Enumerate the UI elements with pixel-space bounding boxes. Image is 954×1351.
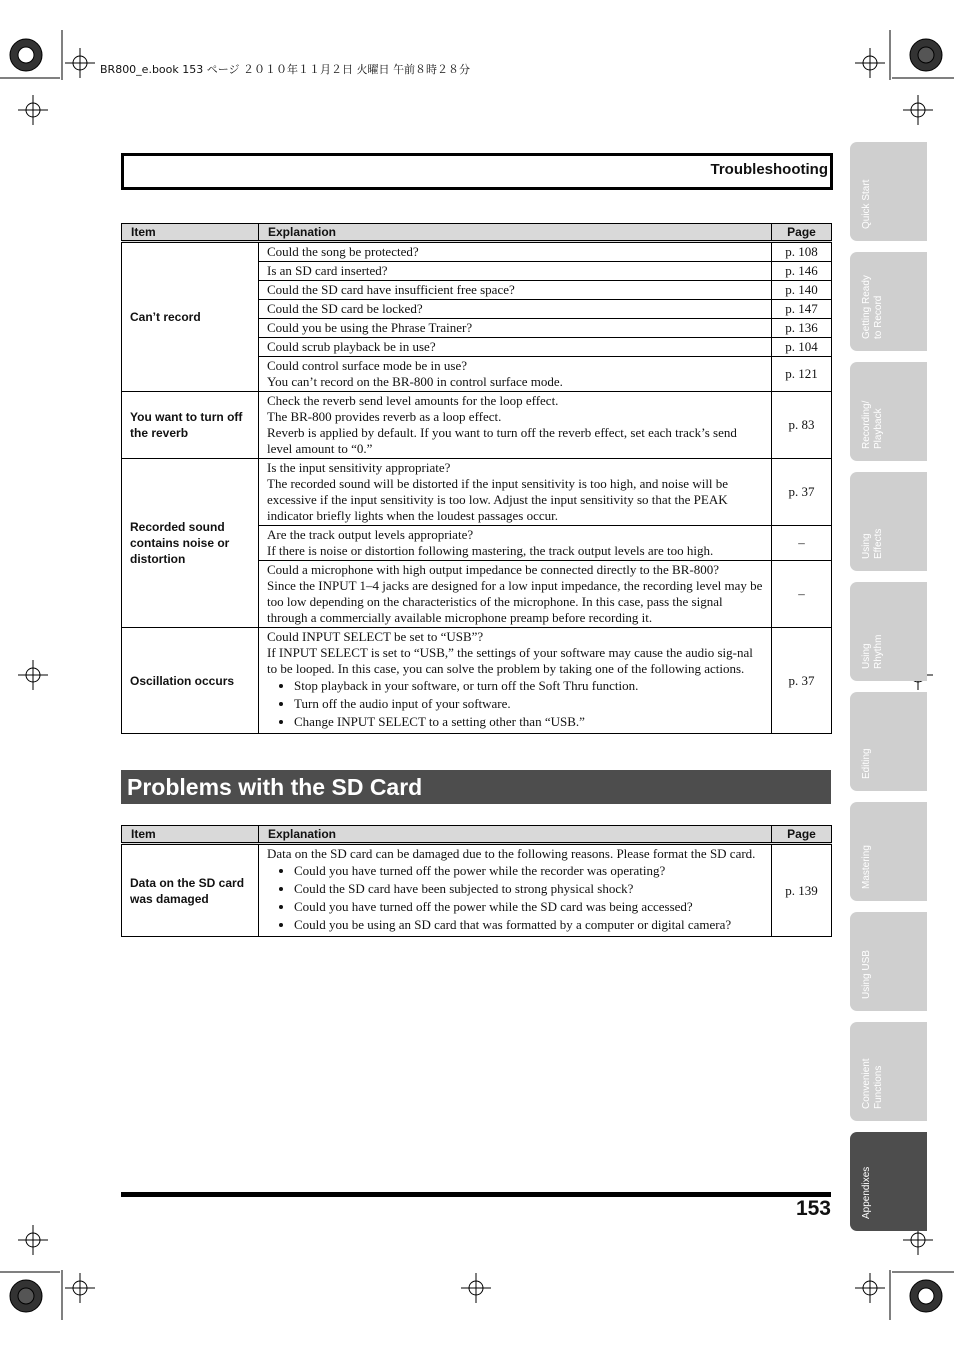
tab-convenient-functions[interactable]: [850, 1022, 927, 1121]
explanation-line: Data on the SD card can be damaged due to the following reasons. Please format the SD card.: [267, 846, 756, 861]
explanation-line: Reverb is applied by default. If you want to turn off the reverb effect, set each track’s send level amount to “0.”: [267, 425, 737, 456]
running-head: Troubleshooting: [710, 161, 828, 178]
page-ref: p. 104: [772, 338, 832, 357]
col-item: Item: [122, 826, 259, 844]
page-ref: p. 83: [772, 392, 832, 459]
print-header: BR800_e.book 153 ページ ２０１０年１１月２日 火曜日 午前８時２８分: [100, 63, 471, 76]
explanation-cell: [259, 459, 772, 526]
troubleshooting-table: [121, 223, 832, 734]
col-item: Item: [122, 224, 259, 242]
explanation-line: Could INPUT SELECT be set to “USB”?: [267, 629, 484, 644]
tab-using-rhythm[interactable]: [850, 582, 927, 681]
explanation-line: Are the track output levels appropriate?: [267, 527, 474, 542]
item-cell: Data on the SD card was damaged: [122, 844, 259, 937]
tab-mastering[interactable]: [850, 802, 927, 901]
bullet-item: • Stop playback in your software, or turn off the Soft Thru function.: [294, 678, 763, 694]
col-page: Page: [772, 826, 832, 844]
explanation-cell: [259, 392, 772, 459]
tab-editing[interactable]: [850, 692, 927, 791]
tab-label: Convenient Functions: [861, 1058, 884, 1109]
explanation-line: Since the INPUT 1–4 jacks are designed for a low input impedance, the recording level may be too low depending on the characteristics of the microphone. In this case, pass the signal through a commercially available microphone preamp before recording it.: [267, 578, 763, 625]
page-ref: p. 140: [772, 281, 832, 300]
explanation-cell: Could the SD card be locked?: [259, 300, 772, 319]
tab-label: Using Effects: [861, 528, 884, 559]
explanation-cell: Is an SD card inserted?: [259, 262, 772, 281]
tab-label: Using USB: [861, 950, 872, 999]
tab-recording-playback[interactable]: [850, 362, 927, 461]
table-row: [122, 844, 832, 937]
explanation-cell: Could you be using the Phrase Trainer?: [259, 319, 772, 338]
page-ref: p. 147: [772, 300, 832, 319]
explanation-line: Is the input sensitivity appropriate?: [267, 460, 451, 475]
explanation-cell: Could scrub playback be in use?: [259, 338, 772, 357]
table-row: [122, 392, 832, 459]
tab-label: Editing: [861, 748, 872, 779]
tab-using-usb[interactable]: [850, 912, 927, 1011]
page-ref: –: [772, 561, 832, 628]
page-ref: p. 121: [772, 357, 832, 392]
tab-getting-ready[interactable]: [850, 252, 927, 351]
item-cell: Can’t record: [122, 242, 259, 392]
explanation-line: Could a microphone with high output impedance be connected directly to the BR-800?: [267, 562, 719, 577]
tab-label: Appendixes: [861, 1166, 872, 1219]
section-title: Problems with the SD Card: [127, 774, 423, 800]
tab-label: Mastering: [861, 845, 872, 889]
explanation-cell: Could the song be protected?: [259, 242, 772, 262]
tab-quick-start[interactable]: [850, 142, 927, 241]
item-cell: You want to turn off the reverb: [122, 392, 259, 459]
sd-card-table: [121, 825, 832, 937]
explanation-cell: [259, 561, 772, 628]
explanation-cell: [259, 844, 772, 937]
page-ref: –: [772, 526, 832, 561]
bullet-item: • Change INPUT SELECT to a setting other than “USB.”: [294, 714, 763, 730]
page-ref: p. 139: [772, 844, 832, 937]
bullet-item: • Could you have turned off the power while the SD card was being accessed?: [294, 899, 763, 915]
tab-label: Getting Ready to Record: [861, 275, 884, 339]
explanation-line: Could control surface mode be in use?: [267, 358, 467, 373]
col-page: Page: [772, 224, 832, 242]
tab-using-effects[interactable]: [850, 472, 927, 571]
page-ref: p. 136: [772, 319, 832, 338]
tab-label: Quick Start: [861, 179, 872, 229]
tab-label: Using Rhythm: [861, 634, 884, 669]
page-ref: p. 146: [772, 262, 832, 281]
explanation-line: If INPUT SELECT is set to “USB,” the settings of your software may cause the audio sig-nal to be looped. In this case, you can solve the problem by taking one of the following actions.: [267, 645, 753, 676]
table-row: [122, 628, 832, 734]
page-ref: p. 108: [772, 242, 832, 262]
page-ref: p. 37: [772, 459, 832, 526]
tab-appendixes[interactable]: [850, 1132, 927, 1231]
col-explanation: Explanation: [259, 224, 772, 242]
explanation-line: The recorded sound will be distorted if the input sensitivity is too high, and noise will be excessive if the input sensitivity is too low. Adjust the input sensitivity so that the PEAK indicator briefly lights when the loudest passages occur.: [267, 476, 729, 523]
explanation-cell: [259, 357, 772, 392]
explanation-line: If there is noise or distortion following mastering, the track output levels are too high.: [267, 543, 714, 558]
table-row: [122, 242, 832, 262]
table-row: [122, 459, 832, 526]
running-head-box: [121, 153, 833, 190]
explanation-line: Check the reverb send level amounts for the loop effect.: [267, 393, 559, 408]
explanation-cell: [259, 526, 772, 561]
bullet-item: • Could the SD card have been subjected to strong physical shock?: [294, 881, 763, 897]
bullet-list: [267, 863, 763, 933]
col-explanation: Explanation: [259, 826, 772, 844]
bullet-item: • Turn off the audio input of your software.: [294, 696, 763, 712]
explanation-line: The BR-800 provides reverb as a loop effect.: [267, 409, 502, 424]
page-number: 153: [795, 1197, 831, 1220]
section-heading: [121, 770, 831, 804]
item-cell: Oscillation occurs: [122, 628, 259, 734]
explanation-cell: [259, 628, 772, 734]
bullet-list: [267, 678, 763, 730]
footer-rule: [121, 1192, 831, 1197]
item-cell: Recorded sound contains noise or distortion: [122, 459, 259, 628]
bullet-item: • Could you have turned off the power while the recorder was operating?: [294, 863, 763, 879]
tab-label: Recording/ Playback: [861, 400, 884, 449]
page-ref: p. 37: [772, 628, 832, 734]
explanation-line: You can’t record on the BR-800 in control surface mode.: [267, 374, 563, 389]
bullet-item: • Could you be using an SD card that was formatted by a computer or digital camera?: [294, 917, 763, 933]
explanation-cell: Could the SD card have insufficient free space?: [259, 281, 772, 300]
